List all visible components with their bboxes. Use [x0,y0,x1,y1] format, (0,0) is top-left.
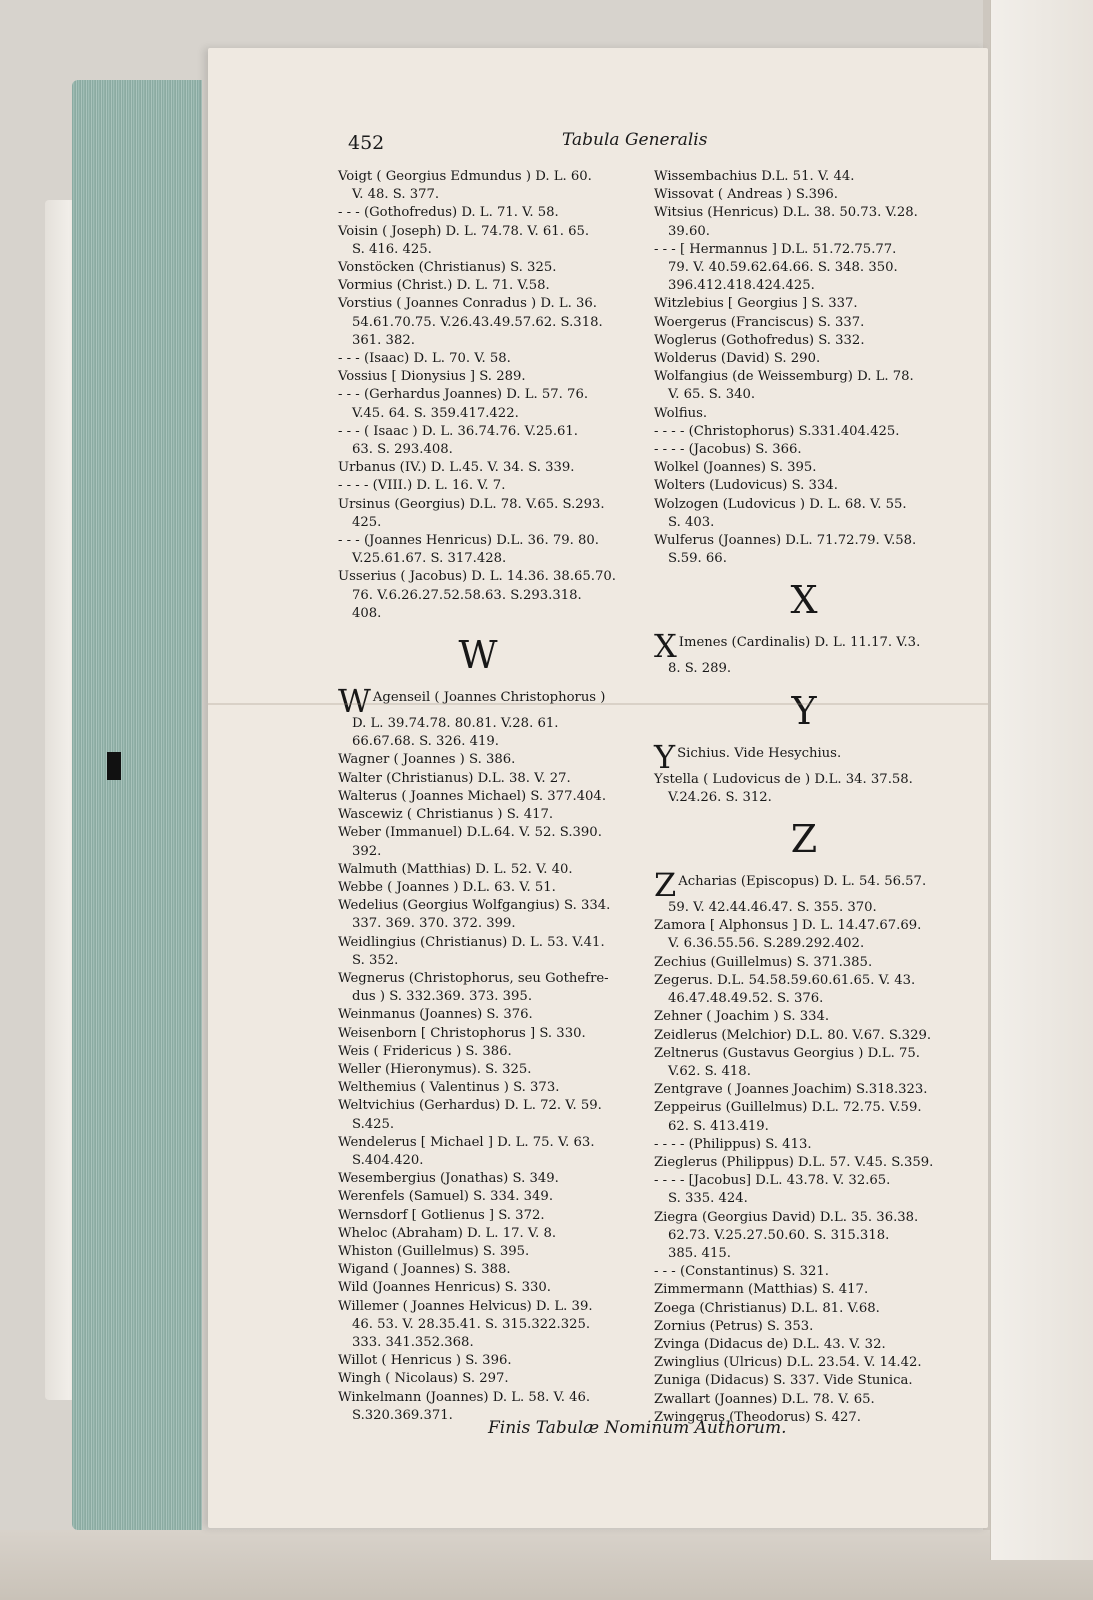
index-entry: Wissembachius D.L. 51. V. 44. [654,169,855,184]
index-entry: 54.61.70.75. V.26.43.49.57.62. S.318. [352,314,603,330]
index-entry: Wolfangius (de Weissemburg) D. L. 78. [654,369,914,385]
dropcap-entry-y [654,737,954,776]
index-entry: 62.73. V.25.27.50.60. S. 315.318. [668,1227,890,1243]
index-entry: 408. [352,605,382,621]
entry-text: Sichius. Vide Hesychius. [677,745,842,761]
index-entry: Woglerus (Gothofredus) S. 332. [654,332,865,348]
index-entry: 76. V.6.26.27.52.58.63. S.293.318. [352,587,582,603]
index-entry: Wegnerus (Christophorus, seu Gothefre- [338,970,609,986]
index-entry: Urbanus (IV.) D. L.45. V. 34. S. 339. [338,460,575,476]
index-entry: 63. S. 293.408. [352,442,453,458]
index-entry: Willot ( Henricus ) S. 396. [338,1353,512,1369]
index-entry: Wild (Joannes Henricus) S. 330. [338,1280,551,1296]
index-entry: 337. 369. 370. 372. 399. [352,916,516,932]
index-entry: - - - - [Jacobus] D.L. 43.78. V. 32.65. [654,1173,891,1189]
dropcap-w: W [338,682,371,721]
running-title: Tabula Generalis [562,130,708,150]
index-entry: S.320.369.371. [352,1407,453,1423]
index-entry: Voisin ( Joseph) D. L. 74.78. V. 61. 65. [338,223,590,239]
index-entry: V.24.26. S. 312. [668,789,772,805]
index-entry: Weltvichius (Gerhardus) D. L. 72. V. 59. [338,1098,602,1114]
index-entry: Zechius (Guillelmus) S. 371.385. [654,954,873,970]
book-page [208,48,988,1528]
index-entry: Vormius (Christ.) D. L. 71. V.58. [338,278,550,294]
entries-top [338,168,638,623]
index-entry: S. 335. 424. [668,1191,748,1207]
index-entry: Weinmanus (Joannes) S. 376. [338,1007,533,1023]
index-entry: 39.60. [668,223,710,239]
index-entry: Zieglerus (Philippus) D.L. 57. V.45. S.359. [654,1154,934,1170]
index-entry: Welthemius ( Valentinus ) S. 373. [338,1080,560,1096]
page-edges [72,80,202,1530]
index-entry: Weis ( Fridericus ) S. 386. [338,1043,512,1059]
index-entry: Zeppeirus (Guillelmus) D.L. 72.75. V.59. [654,1100,922,1116]
index-entry: S. 403. [668,514,715,530]
index-entry: S.425. [352,1116,395,1132]
index-entry: Wolfius. [654,405,708,421]
index-entry: Wedelius (Georgius Wolfgangius) S. 334. [338,898,611,914]
facing-page-edge [990,0,1093,1560]
index-entry: Ursinus (Georgius) D.L. 78. V.65. S.293. [338,496,605,512]
index-entry: - - - - (Philippus) S. 413. [654,1136,812,1152]
index-entry: 8. S. 289. [668,661,732,677]
index-entry: Wagner ( Joannes ) S. 386. [338,752,516,768]
entries-w-continued [654,168,954,568]
index-entry: Zwinglius (Ulricus) D.L. 23.54. V. 14.42. [654,1355,922,1371]
index-entry: Ziegra (Georgius David) D.L. 35. 36.38. [654,1209,919,1225]
index-entry: Wernsdorf [ Gotlienus ] S. 372. [338,1207,545,1223]
index-entry: Wingh ( Nicolaus) S. 297. [338,1371,509,1387]
index-entry: Wheloc (Abraham) D. L. 17. V. 8. [338,1225,557,1241]
index-entry: S. 352. [352,952,399,968]
index-entry: Zwallart (Joannes) D.L. 78. V. 65. [654,1391,875,1407]
index-entry: Wendelerus [ Michael ] D. L. 75. V. 63. [338,1134,595,1150]
letter-heading-x: X [790,578,818,623]
index-entry: Ystella ( Ludovicus de ) D.L. 34. 37.58. [654,771,913,787]
dropcap-entry-x [654,627,954,666]
index-entry: 59. V. 42.44.46.47. S. 355. 370. [668,900,877,916]
index-entry: Weidlingius (Christianus) D. L. 53. V.41. [338,934,605,950]
index-entry: V.62. S. 418. [668,1063,751,1079]
entry-text: Imenes (Cardinalis) D. L. 11.17. V.3. [678,635,921,651]
index-entry: S.59. 66. [668,551,727,567]
index-entry: Voigt ( Georgius Edmundus ) D. L. 60. [338,169,592,184]
index-entry: S.404.420. [352,1152,424,1168]
index-entry: Woergerus (Franciscus) S. 337. [654,314,865,330]
index-entry: Vossius [ Dionysius ] S. 289. [338,369,526,385]
index-entry: Willemer ( Joannes Helvicus) D. L. 39. [338,1298,593,1314]
index-entry: Zentgrave ( Joannes Joachim) S.318.323. [654,1082,928,1098]
index-entry: Zeltnerus (Gustavus Georgius ) D.L. 75. [654,1045,920,1061]
index-entry: dus ) S. 332.369. 373. 395. [352,989,533,1005]
table-surface-bottom [0,1530,1093,1600]
index-entry: Walterus ( Joannes Michael) S. 377.404. [338,788,607,804]
index-entry: - - - (Joannes Henricus) D.L. 36. 79. 80. [338,533,599,549]
index-entry: Wesembergius (Jonathas) S. 349. [338,1171,559,1187]
index-entry: Wolters (Ludovicus) S. 334. [654,478,838,494]
entry-text: Acharias (Episcopus) D. L. 54. 56.57. [678,874,927,890]
index-entry: Witzlebius [ Georgius ] S. 337. [654,296,858,312]
index-entry: V. 6.36.55.56. S.289.292.402. [668,936,865,952]
dropcap-entry-w [338,682,638,721]
index-entry: V. 48. S. 377. [352,187,440,203]
index-entry: - - - ( Isaac ) D. L. 36.74.76. V.25.61. [338,423,578,439]
index-entry: V.45. 64. S. 359.417.422. [352,405,519,421]
dropcap-x: X [654,627,677,666]
entries-w [338,715,638,1425]
index-entry: Usserius ( Jacobus) D. L. 14.36. 38.65.70. [338,569,616,585]
index-entry: 392. [352,843,382,859]
index-entry: Wascewiz ( Christianus ) S. 417. [338,807,554,823]
index-entry: Werenfels (Samuel) S. 334. 349. [338,1189,554,1205]
index-entry: 385. 415. [668,1245,731,1261]
index-entry: Vonstöcken (Christianus) S. 325. [338,260,557,276]
index-entry: Whiston (Guillelmus) S. 395. [338,1243,530,1259]
right-column [654,168,954,1427]
index-entry: S. 416. 425. [352,241,432,257]
index-entry: V.25.61.67. S. 317.428. [352,551,507,567]
index-entry: Weller (Hieronymus). S. 325. [338,1061,532,1077]
entries-y [654,771,954,807]
index-entry: Zornius (Petrus) S. 353. [654,1318,814,1334]
index-entry: Wulferus (Joannes) D.L. 71.72.79. V.58. [654,533,917,549]
closing-line: Finis Tabulæ Nominum Authorum. [488,1418,787,1438]
letter-heading-w: W [458,633,498,678]
index-entry: Vorstius ( Joannes Conradus ) D. L. 36. [338,296,597,312]
page-header [348,132,708,162]
index-entry: 62. S. 413.419. [668,1118,769,1134]
index-entry: Zimmermann (Matthias) S. 417. [654,1282,869,1298]
index-entry: Zuniga (Didacus) S. 337. Vide Stunica. [654,1373,913,1389]
index-entry: V. 65. S. 340. [668,387,756,403]
dropcap-z: Z [654,866,677,905]
index-entry: D. L. 39.74.78. 80.81. V.28. 61. [352,716,559,732]
index-entry: 66.67.68. S. 326. 419. [352,734,499,750]
page-number: 452 [348,132,385,154]
index-entry: - - - - (VIII.) D. L. 16. V. 7. [338,478,506,494]
index-entry: Wolderus (David) S. 290. [654,351,821,367]
index-entry: - - - - (Jacobus) S. 366. [654,442,802,458]
index-entry: Witsius (Henricus) D.L. 38. 50.73. V.28. [654,205,918,221]
index-entry: 79. V. 40.59.62.64.66. S. 348. 350. [668,260,898,276]
index-entry: 46. 53. V. 28.35.41. S. 315.322.325. [352,1316,591,1332]
index-entry: Walter (Christianus) D.L. 38. V. 27. [338,770,571,786]
index-entry: Webbe ( Joannes ) D.L. 63. V. 51. [338,879,556,895]
index-entry: - - - - (Christophorus) S.331.404.425. [654,423,900,439]
index-entry: Wolzogen (Ludovicus ) D. L. 68. V. 55. [654,496,907,512]
index-entry: - - - (Gerhardus Joannes) D. L. 57. 76. [338,387,589,403]
index-entry: Zegerus. D.L. 54.58.59.60.61.65. V. 43. [654,972,916,988]
index-entry: 333. 341.352.368. [352,1334,474,1350]
index-entry: Wissovat ( Andreas ) S.396. [654,187,838,203]
index-entry: Zoega (Christianus) D.L. 81. V.68. [654,1300,880,1316]
index-entry: Walmuth (Matthias) D. L. 52. V. 40. [338,861,573,877]
index-entry: Wolkel (Joannes) S. 395. [654,460,817,476]
index-entry: 361. 382. [352,332,415,348]
index-entry: Weber (Immanuel) D.L.64. V. 52. S.390. [338,825,602,841]
index-entry: - - - (Isaac) D. L. 70. V. 58. [338,351,511,367]
index-entry: Zwingerus (Theodorus) S. 427. [654,1409,861,1425]
index-entry: Zvinga (Didacus de) D.L. 43. V. 32. [654,1336,886,1352]
index-entry: Zehner ( Joachim ) S. 334. [654,1009,830,1025]
index-entry: Zeidlerus (Melchior) D.L. 80. V.67. S.329. [654,1027,932,1043]
dropcap-y: Y [654,737,676,776]
index-entry: Weisenborn [ Christophorus ] S. 330. [338,1025,586,1041]
index-entry: 425. [352,514,382,530]
dropcap-entry-z [654,866,954,905]
index-entry: Winkelmann (Joannes) D. L. 58. V. 46. [338,1389,591,1405]
letter-heading-y: Y [791,688,817,733]
index-entry: Zamora [ Alphonsus ] D. L. 14.47.67.69. [654,918,922,934]
entries-x [654,660,954,678]
entries-z [654,899,954,1427]
bookmark-tab [107,752,121,780]
index-entry: 396.412.418.424.425. [668,278,815,294]
entry-text: Agenseil ( Joannes Christophorus ) [372,690,606,706]
left-column [338,168,638,1425]
index-entry: Wigand ( Joannes) S. 388. [338,1262,511,1278]
index-entry: 46.47.48.49.52. S. 376. [668,991,824,1007]
letter-heading-z: Z [790,817,818,862]
index-entry: - - - (Gothofredus) D. L. 71. V. 58. [338,205,559,221]
index-entry: - - - [ Hermannus ] D.L. 51.72.75.77. [654,241,897,257]
index-entry: - - - (Constantinus) S. 321. [654,1264,829,1280]
